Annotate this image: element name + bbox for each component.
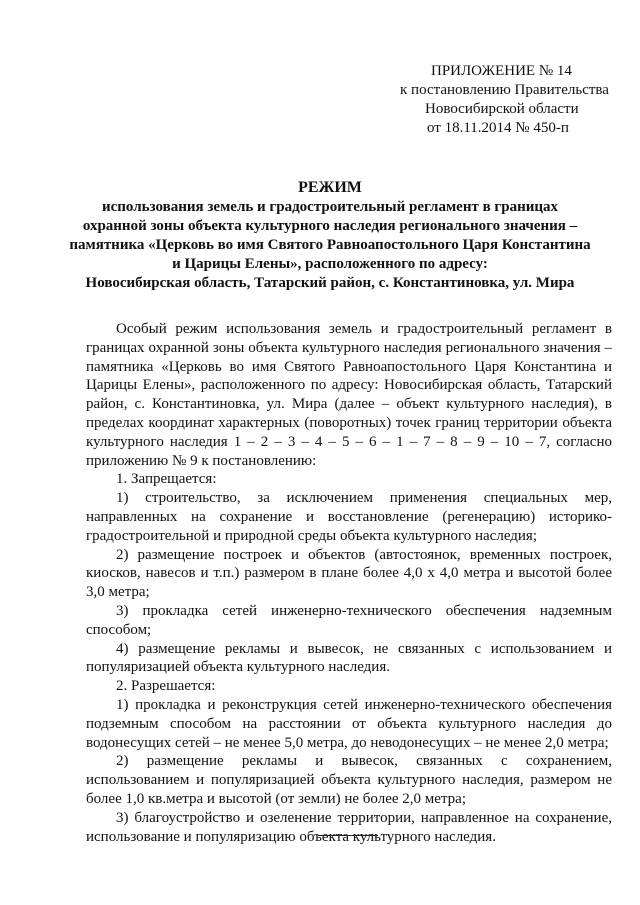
allowed-item: 3) благоустройство и озеленение территории, направленное на сохранение, использование и популяризацию объекта культурного наследия. (86, 809, 612, 845)
appendix-number: ПРИЛОЖЕНИЕ № 14 (431, 63, 572, 79)
title-heading: РЕЖИМ (298, 179, 362, 196)
allowed-item: 2) размещение рекламы и вывесок, связанных с сохранением, использованием и популяризацией объекта культурного наследия, размером не более 1,0 кв.метра и высотой (от земли) не более 2,0 метра; (86, 753, 612, 807)
title-line: охранной зоны объекта культурного наследия регионального значения – (82, 218, 578, 234)
intro-paragraph: Особый режим использования земель и градостроительный регламент в границах охранной зоны объекта культурного наследия регионального значения – памятника «Церковь во имя Святого Равноапостольного Царя Константина и Царицы Елены», расположенного по адресу: Новосибирская область, Татарский район, с. Константиновка, ул. Мира (далее – объект культурного наследия), в пределах координат характерных (поворотных) точек границ территории объекта культурного наследия 1 – 2 – 3 – 4 – 5 – 6 – 1 – 7 – 8 – 9 – 10 – 7, согласно приложению № 9 к постановлению: (86, 321, 612, 469)
prohibited-item: 1) строительство, за исключением применения специальных мер, направленных на сохранение и восстановление (регенерацию) историко-градостроительной и природной среды объекта культурного наследия; (86, 490, 612, 544)
appendix-header (400, 62, 620, 138)
appendix-resolution: к постановлению Правительства (400, 82, 609, 98)
document-body (86, 320, 612, 846)
appendix-date: от 18.11.2014 № 450-п (427, 120, 569, 136)
prohibited-item: 3) прокладка сетей инженерно-технического обеспечения надземным способом; (86, 602, 612, 638)
title-line: и Царицы Елены», расположенного по адресу: (172, 256, 488, 272)
title-line: использования земель и градостроительный регламент в границах (101, 199, 559, 215)
prohibited-item: 4) размещение рекламы и вывесок, не связанных с использованием и популяризацией объекта культурного наследия. (86, 640, 612, 676)
appendix-authority: Новосибирской области (425, 101, 579, 117)
title-line: Новосибирская область, Татарский район, с. Константиновка, ул. Мира (85, 275, 575, 291)
document-title (60, 178, 600, 293)
allowed-item: 1) прокладка и реконструкция сетей инженерно-технического обеспечения подземным способом на расстоянии от объекта культурного наследия до водонесущих сетей – не менее 5,0 метра, до неводонесущих – не менее 2,0 метра; (86, 696, 612, 751)
end-divider (318, 835, 378, 836)
prohibited-item: 2) размещение построек и объектов (автостоянок, временных построек, киосков, навесов и т.п.) размером в плане более 4,0 х 4,0 метра и высотой более 3,0 метра; (86, 546, 612, 601)
section-heading-prohibited: 1. Запрещается: (116, 471, 217, 488)
section-heading-allowed: 2. Разрешается: (116, 678, 216, 695)
title-line: памятника «Церковь во имя Святого Равноапостольного Царя Константина (69, 237, 591, 253)
